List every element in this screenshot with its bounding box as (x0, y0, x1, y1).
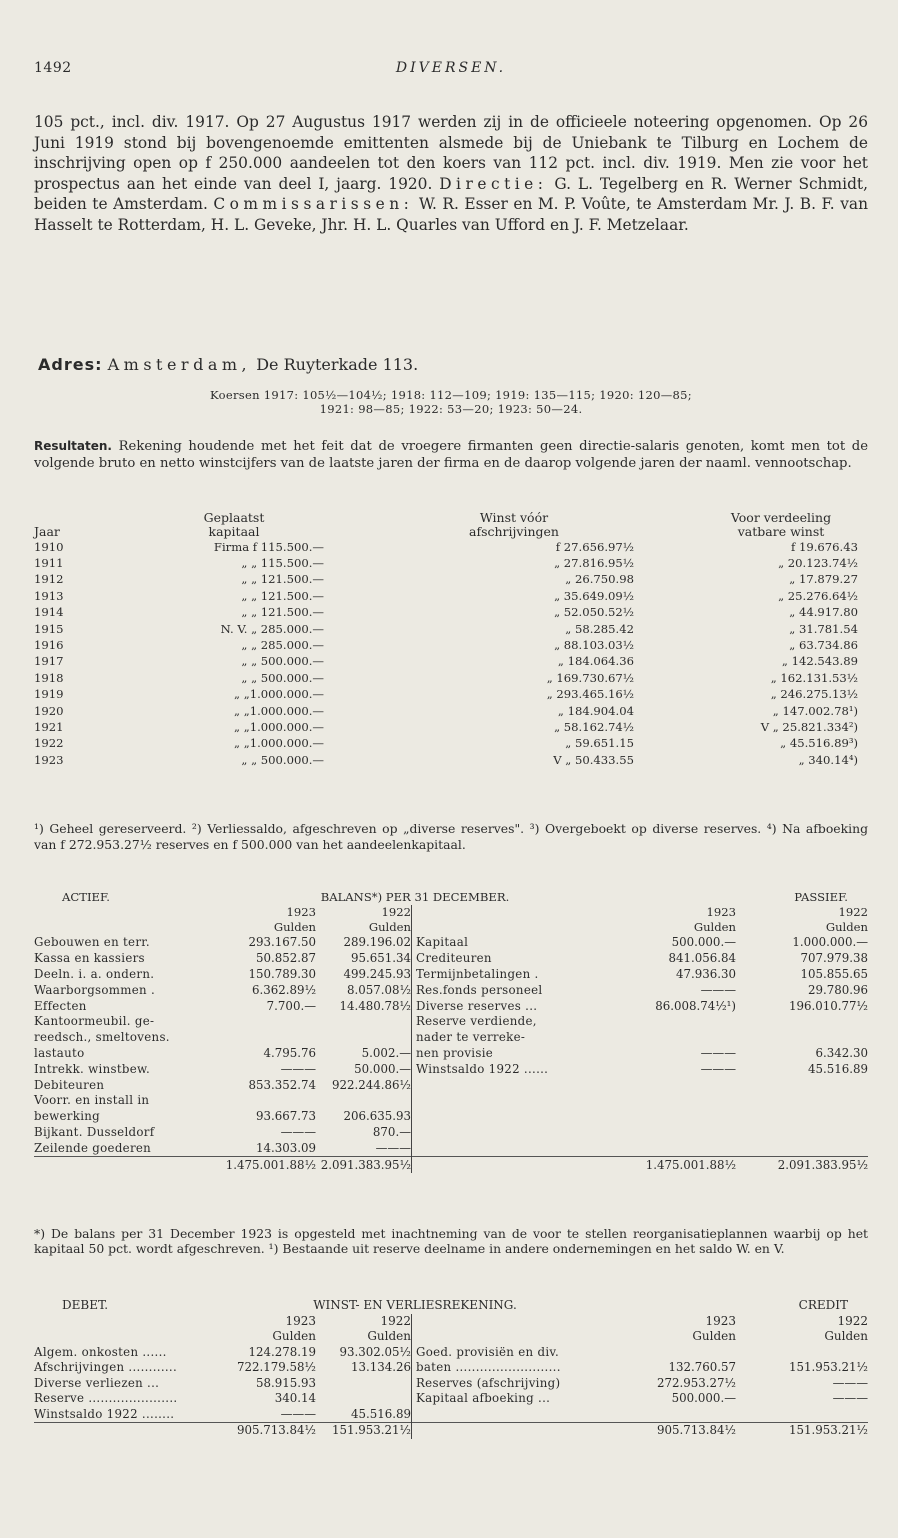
winst-left-heading: DEBET. (62, 1298, 109, 1313)
balans-spacer (34, 1157, 224, 1173)
winst-cell: Reserves (afschrijving) (412, 1376, 607, 1392)
winst-cell: 58.915.93 (255, 1375, 316, 1390)
balans-cell: 150.789.30 (248, 966, 316, 981)
balans-col-head: 1922 (838, 905, 868, 919)
balans-cell (606, 1030, 736, 1046)
balans-col-head: 1922 (381, 905, 411, 919)
balans-cell: 289.196.02 (343, 935, 411, 950)
balans-cell (606, 1014, 736, 1030)
winst-cell (606, 1407, 736, 1423)
balans-cell: 196.010.77½ (789, 998, 868, 1013)
winst-cell: 500.000.— (671, 1391, 736, 1406)
results-cell: f 27.656.97½ (555, 539, 634, 554)
commissarissen-text: W. R. Esser en M. P. Voûte, te Amsterdam Mr. J. B. F. van Hasselt te Rotterdam, H. L. Geveke, Jhr. H. L. Quarles van Ufford en J. F. Metzelaar. (34, 195, 868, 234)
balans-cell (606, 1093, 736, 1109)
page-number: 1492 (34, 60, 72, 76)
results-cell: „ „ 115.500.— (241, 556, 324, 571)
results-cell: „ 17.879.27 (789, 572, 858, 587)
balans-row (34, 935, 868, 951)
winst-col-head: 1922 (380, 1313, 411, 1328)
balans-cell: 95.651.34 (350, 951, 411, 966)
balans-cell: ——— (280, 1124, 316, 1139)
balans-col-head: Gulden (368, 920, 411, 934)
balans-units-row (34, 920, 868, 935)
koersen-line-1: Koersen 1917: 105½—104½; 1918: 112—109; 1919: 135—115; 1920: 120—85; (210, 388, 692, 402)
balans-cell: 93.667.73 (255, 1109, 316, 1124)
balans-cell: Bijkant. Dusseldorf (34, 1124, 155, 1139)
balans-cell: Waarborgsommen . (34, 982, 156, 997)
results-cell: „ 58.162.74½ (554, 719, 634, 734)
balans-spacer (412, 1157, 607, 1173)
winst-years-row (34, 1314, 868, 1330)
results-cell: „ 142.543.89 (781, 654, 858, 669)
results-header-cell (34, 511, 144, 525)
balans-cell: Kassa en kassiers (34, 951, 145, 966)
balans-cell (224, 1093, 316, 1109)
results-cell: „ 35.649.09½ (554, 588, 634, 603)
directie-text: G. L. Tegelberg en R. Werner Schmidt, beiden te Amsterdam. (34, 174, 868, 214)
resultaten-paragraph (34, 438, 868, 472)
results-cell: 1914 (34, 605, 64, 620)
balans-cell (736, 1125, 868, 1141)
balans-cell (736, 1077, 868, 1093)
balans-row (34, 1077, 868, 1093)
balans-cell (606, 1140, 736, 1156)
results-cell: „ 44.917.80 (789, 605, 858, 620)
winst-cell: 45.516.89 (350, 1406, 411, 1421)
balans-cell: 922.244.86½ (332, 1077, 411, 1092)
balans-cell: Res.fonds personeel (412, 982, 607, 998)
results-cell: „ „1.000.000.— (234, 687, 324, 702)
balans-cell: 50.852.87 (255, 951, 316, 966)
balans-total: 1.475.001.88½ (606, 1157, 736, 1173)
intro-text: 105 pct., incl. div. 1917. Op 27 Augustus 1917 werden zij in de officieele noteering opgenomen. Op 26 Juni 1919 stond bij bovengenoemde emittenten alsmede bij de Uniebank te Tilburg en Lochem de inschrijving open op f 250.000 aandeelen tot den koers van 112 pct. incl. div. 1919. Men zie voor het prospectus aan het einde van deel I, jaarg. 1920. (34, 113, 868, 193)
balans-cell: 853.352.74 (248, 1077, 316, 1092)
winst-row (34, 1345, 868, 1361)
results-row (34, 703, 868, 719)
results-cell: 1915 (34, 621, 64, 636)
balans-row (34, 1125, 868, 1141)
balans-cell: nader te verreke- (412, 1030, 607, 1046)
balans-cell: 14.480.78½ (339, 998, 411, 1013)
balans-row (34, 1109, 868, 1125)
results-cell: 1921 (34, 719, 64, 734)
directie-label: Directie: (439, 174, 548, 193)
winst-cell (606, 1345, 736, 1361)
winst-cell: Algem. onkosten ...... (34, 1344, 167, 1359)
results-cell: 1916 (34, 638, 64, 653)
winst-right-heading: CREDIT (798, 1298, 848, 1313)
results-row (34, 539, 868, 555)
winst-cell (736, 1345, 868, 1361)
results-cell: „ 88.103.03½ (554, 638, 634, 653)
results-header-cell: Jaar (34, 524, 60, 539)
balans-cell (736, 1109, 868, 1125)
balans-cell: Kapitaal (412, 935, 607, 951)
winst-cell (316, 1391, 412, 1407)
balans-cell: 6.342.30 (815, 1045, 868, 1060)
balans-cell: Reserve verdiende, (412, 1014, 607, 1030)
results-cell: „ „1.000.000.— (234, 736, 324, 751)
results-cell: V „ 25.821.334²) (760, 719, 858, 734)
balans-right-heading: PASSIEF. (794, 890, 848, 904)
balans-cell: ——— (280, 1061, 316, 1076)
results-cell: „ „ 285.000.— (241, 638, 324, 653)
balans-cell: 7.700.— (266, 998, 316, 1013)
results-row (34, 687, 868, 703)
winst-col-head: 1923 (285, 1313, 316, 1328)
results-row (34, 588, 868, 604)
balans-col-head: Gulden (693, 920, 736, 934)
address-label: Adres: (38, 355, 103, 374)
balans-cell (606, 1125, 736, 1141)
balans-cell: ——— (375, 1140, 411, 1155)
winst-totals-row (34, 1423, 868, 1439)
balans-cell: Voorr. en install in (34, 1093, 150, 1108)
balans-years-row (34, 905, 868, 920)
winst-row (34, 1407, 868, 1423)
results-cell: „ 147.002.78¹) (772, 703, 858, 718)
results-cell: 1911 (34, 556, 64, 571)
results-cell: „ 31.781.54 (789, 621, 858, 636)
balans-cell: 841.056.84 (668, 951, 736, 966)
balans-cell: Deeln. i. a. ondern. (34, 966, 155, 981)
balans-cell: ——— (700, 1045, 736, 1060)
balans-cell: 50.000.— (354, 1061, 411, 1076)
balans-row (34, 1140, 868, 1156)
results-row (34, 719, 868, 735)
results-cell: „ „1.000.000.— (234, 703, 324, 718)
winst-cell: ——— (832, 1391, 868, 1406)
results-cell: f 19.676.43 (791, 539, 858, 554)
balans-cell (736, 1093, 868, 1109)
balans-cell (412, 1109, 607, 1125)
winst-cell: Reserve ...................... (34, 1391, 178, 1406)
winst-spacer (412, 1314, 607, 1330)
balans-spacer (34, 905, 224, 920)
address-city: Amsterdam, (107, 355, 252, 374)
balans-col-head: Gulden (825, 920, 868, 934)
winst-cell (736, 1407, 868, 1423)
winst-cell: baten .......................... (412, 1360, 607, 1376)
winst-cell: 13.134.26 (350, 1360, 411, 1375)
results-cell: 1919 (34, 687, 64, 702)
winst-row (34, 1391, 868, 1407)
winst-cell: 272.953.27½ (657, 1375, 736, 1390)
koersen-line-2: 1921: 98—85; 1922: 53—20; 1923: 50—24. (319, 402, 583, 416)
winst-row (34, 1376, 868, 1392)
results-cell: „ „ 121.500.— (241, 605, 324, 620)
results-header-cell: Winst vóór (479, 510, 549, 525)
results-header-cell: kapitaal (208, 524, 260, 539)
balans-spacer (412, 920, 607, 935)
balans-cell (224, 1014, 316, 1030)
balans-cell: 14.303.09 (255, 1140, 316, 1155)
balans-row (34, 1014, 868, 1030)
results-cell: 1920 (34, 703, 64, 718)
results-cell: „ 20.123.74½ (778, 556, 858, 571)
balans-cell (224, 1030, 316, 1046)
results-cell: „ 58.285.42 (565, 621, 634, 636)
winst-total: 905.713.84½ (224, 1423, 316, 1439)
balans-row (34, 967, 868, 983)
balans-cell (606, 1077, 736, 1093)
resultaten-text: Rekening houdende met het feit dat de vroegere firmanten geen directie-salaris genoten, komt men tot de volgende bruto en netto winstcijfers van de laatste jaren der firma en de daarop volgende jaren der naaml. vennootschap. (34, 439, 868, 471)
balans-cell: 206.635.93 (343, 1109, 411, 1124)
results-cell: V „ 50.433.55 (553, 752, 634, 767)
balans-cell: 29.780.96 (807, 982, 868, 997)
results-cell: „ 169.730.67½ (546, 670, 634, 685)
balans-row (34, 1061, 868, 1077)
balans-totals-row (34, 1157, 868, 1173)
balans-cell: 86.008.74½¹) (655, 998, 736, 1013)
results-row (34, 621, 868, 637)
balans-cell: 4.795.76 (263, 1045, 316, 1060)
balans-cell: ——— (700, 1061, 736, 1076)
page-header (34, 60, 868, 84)
winst-cell: Kapitaal afboeking ... (412, 1391, 607, 1407)
winst-spacer (34, 1423, 224, 1439)
results-cell: „ 340.14⁴) (798, 752, 858, 767)
balans-cell: 47.936.30 (675, 966, 736, 981)
resultaten-label: Resultaten. (34, 439, 112, 453)
balans-cell (412, 1093, 607, 1109)
balans-row (34, 982, 868, 998)
winst-total: 151.953.21½ (316, 1423, 412, 1439)
results-cell: 1910 (34, 539, 64, 554)
results-header-row (34, 511, 868, 525)
winst-cell: ——— (280, 1406, 316, 1421)
winst-spacer (34, 1329, 224, 1345)
results-cell: „ 184.064.36 (557, 654, 634, 669)
results-cell: „ „ 500.000.— (241, 670, 324, 685)
balans-cell: Gebouwen en terr. (34, 935, 150, 950)
balans-cell: 500.000.— (671, 935, 736, 950)
results-cell: 1912 (34, 572, 64, 587)
profit-loss-table (34, 1298, 868, 1439)
balans-cell: 707.979.38 (800, 951, 868, 966)
results-table (34, 511, 868, 768)
balans-cell: bewerking (34, 1109, 101, 1124)
balans-cell: ——— (700, 982, 736, 997)
winst-cell: Afschrijvingen ............ (34, 1360, 178, 1375)
results-cell: „ 246.275.13½ (770, 687, 858, 702)
balance-footnotes: *) De balans per 31 December 1923 is opgesteld met inachtneming van de voor te stellen reorganisatieplannen waarbij op het kapitaal 50 pct. wordt afgeschreven. ¹) Bestaande uit reserve deelname in andere ondernemingen en het saldo W. en V. (34, 1226, 868, 1257)
winst-cell: Diverse verliezen ... (34, 1375, 160, 1390)
results-cell: 1913 (34, 588, 64, 603)
winst-cell (316, 1376, 412, 1392)
balans-cell: 6.362.89½ (252, 982, 316, 997)
balans-row (34, 951, 868, 967)
balans-cell: 499.245.93 (343, 966, 411, 981)
koersen-block (34, 388, 868, 416)
balans-cell: reedsch., smeltovens. (34, 1030, 170, 1045)
winst-cell: ——— (832, 1375, 868, 1390)
winst-col-head: 1923 (705, 1313, 736, 1328)
results-header-cell: Geplaatst (203, 510, 265, 525)
balans-spacer (34, 920, 224, 935)
balans-cell: 293.167.50 (248, 935, 316, 950)
balans-cell (736, 1030, 868, 1046)
results-cell: „ 184.904.04 (557, 703, 634, 718)
results-row (34, 637, 868, 653)
winst-spacer (34, 1314, 224, 1330)
results-header-cell: vatbare winst (737, 524, 825, 539)
winst-col-head: Gulden (824, 1329, 868, 1344)
balans-cell (606, 1109, 736, 1125)
balans-cell: 45.516.89 (807, 1061, 868, 1076)
balans-cell: Termijnbetalingen . (412, 967, 607, 983)
results-cell: 1917 (34, 654, 64, 669)
balans-cell: Kantoormeubil. ge- (34, 1014, 155, 1029)
results-cell: 1923 (34, 752, 64, 767)
results-cell: Firma f 115.500.— (213, 539, 324, 554)
balans-col-head: 1923 (286, 905, 316, 919)
balance-sheet-table (34, 890, 868, 1173)
results-cell: „ 293.465.16½ (546, 687, 634, 702)
results-cell: „ 25.276.64½ (778, 588, 858, 603)
balans-cell (412, 1140, 607, 1156)
balans-cell (412, 1125, 607, 1141)
results-cell: „ 27.816.95½ (554, 556, 634, 571)
balans-cell (736, 1140, 868, 1156)
results-cell: „ 45.516.89³) (780, 736, 858, 751)
winst-col-head: Gulden (367, 1329, 411, 1344)
balans-row (34, 1046, 868, 1062)
intro-paragraph (34, 112, 868, 236)
winst-title: WINST- EN VERLIESREKENING. (313, 1298, 517, 1313)
balans-cell (736, 1014, 868, 1030)
balans-cell: nen provisie (412, 1046, 607, 1062)
results-row (34, 670, 868, 686)
results-cell: „ 52.050.52½ (554, 605, 634, 620)
results-row (34, 654, 868, 670)
balans-row (34, 998, 868, 1014)
balans-cell: Zeilende goederen (34, 1140, 152, 1155)
balans-cell: Diverse reserves ... (412, 998, 607, 1014)
winst-cell: 151.953.21½ (789, 1360, 868, 1375)
balans-cell: Winstsaldo 1922 ...... (412, 1061, 607, 1077)
balans-cell (316, 1030, 412, 1046)
commissarissen-label: Commissarissen: (213, 195, 414, 214)
winst-units-row (34, 1329, 868, 1345)
balans-cell: Crediteuren (412, 951, 607, 967)
winst-col-head: Gulden (692, 1329, 736, 1344)
winst-col-head: 1922 (837, 1313, 868, 1328)
results-cell: 1918 (34, 670, 64, 685)
winst-title-row (34, 1298, 868, 1314)
balans-title-row (34, 890, 868, 905)
winst-cell (412, 1407, 607, 1423)
winst-cell: 340.14 (274, 1391, 316, 1406)
winst-total: 151.953.21½ (736, 1423, 868, 1439)
results-footnotes: ¹) Geheel gereserveerd. ²) Verliessaldo, afgeschreven op „diverse reserves". ³) Overgeboekt op diverse reserves. ⁴) Na afboeking van f 272.953.27½ reserves en f 500.000 van het aandeelenkapitaal. (34, 821, 868, 852)
winst-cell: 722.179.58½ (237, 1360, 316, 1375)
results-cell: „ „ 500.000.— (241, 752, 324, 767)
results-cell: 1922 (34, 736, 64, 751)
results-header-row (34, 525, 868, 539)
page-title: DIVERSEN. (395, 60, 507, 76)
address-street: De Ruyterkade 113. (251, 355, 419, 374)
balans-row (34, 1030, 868, 1046)
winst-row (34, 1360, 868, 1376)
balans-cell: lastauto (34, 1045, 85, 1060)
balans-cell (316, 1093, 412, 1109)
balans-left-heading: ACTIEF. (62, 890, 110, 904)
winst-total: 905.713.84½ (606, 1423, 736, 1439)
balans-row (34, 1093, 868, 1109)
results-header-cell: afschrijvingen (469, 524, 559, 539)
winst-cell: 124.278.19 (248, 1344, 316, 1359)
results-row (34, 752, 868, 768)
winst-cell: 132.760.57 (668, 1360, 736, 1375)
results-cell: „ „ 121.500.— (241, 572, 324, 587)
balans-cell: Intrekk. winstbew. (34, 1061, 151, 1076)
balans-cell: 870.— (372, 1124, 411, 1139)
balans-cell: 5.002.— (361, 1045, 411, 1060)
results-header-cell: Voor verdeeling (730, 510, 832, 525)
balans-total: 2.091.383.95½ (316, 1157, 412, 1173)
balans-total: 1.475.001.88½ (225, 1157, 316, 1172)
balans-cell: 105.855.65 (800, 966, 868, 981)
results-cell: „ „ 121.500.— (241, 588, 324, 603)
winst-spacer (412, 1423, 607, 1439)
results-cell: N. V. „ 285.000.— (220, 621, 324, 636)
winst-cell: Winstsaldo 1922 ........ (34, 1406, 175, 1421)
balans-col-head: Gulden (273, 920, 316, 934)
balans-cell: Effecten (34, 998, 87, 1013)
results-row (34, 736, 868, 752)
balans-cell (412, 1077, 607, 1093)
results-cell: „ 63.734.86 (789, 638, 858, 653)
winst-spacer (412, 1329, 607, 1345)
results-row (34, 572, 868, 588)
balans-cell: 1.000.000.— (792, 935, 868, 950)
results-cell: „ 162.131.53½ (770, 670, 858, 685)
address-line (38, 355, 868, 374)
results-row (34, 605, 868, 621)
results-cell: „ „1.000.000.— (234, 719, 324, 734)
balans-col-head: 1923 (706, 905, 736, 919)
winst-cell: 93.302.05½ (339, 1344, 411, 1359)
results-cell: „ 59.651.15 (565, 736, 634, 751)
balans-cell: 8.057.08½ (347, 982, 411, 997)
results-cell: „ „ 500.000.— (241, 654, 324, 669)
balans-cell (316, 1014, 412, 1030)
winst-col-head: Gulden (272, 1329, 316, 1344)
balans-title: BALANS*) PER 31 DECEMBER. (320, 890, 510, 904)
balans-cell: Debiteuren (34, 1077, 105, 1092)
results-cell: „ 26.750.98 (565, 572, 634, 587)
balans-total: 2.091.383.95½ (736, 1157, 868, 1173)
winst-cell: Goed. provisiën en div. (412, 1345, 607, 1361)
balans-spacer (412, 905, 607, 920)
results-row (34, 555, 868, 571)
